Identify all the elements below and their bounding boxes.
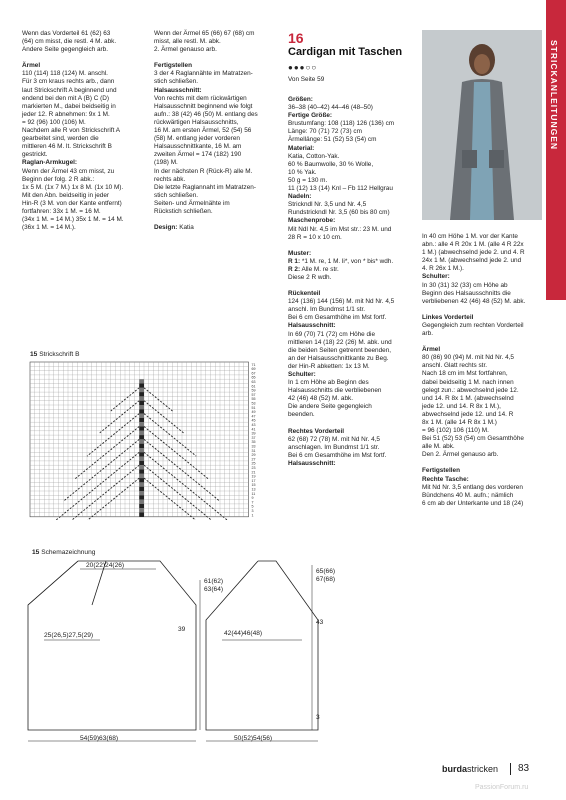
- row-number: 13: [251, 487, 256, 492]
- column-4: In 40 cm Höhe 1 M. vor der Kante abn.: alle 4 R 20x 1 M. (alle 4 R 22x 1 M.) (abwechselnd jede 2. und 4. R 24x 1 M. (abwechselnd jede 2. und 4. R 26x 1 M.). Schulter: In 30 (31) 32 (33) cm Höhe ab Beginn des Halsausschnitts die verbliebenen 42 (46) 48 (52) M. abk. Linkes Vorderteil Gegengleich zum rechten Vorderteil arb. Ärmel 80 (86) 90 (94) M. mit Nd Nr. 4,5 anschl. Glatt rechts str. Nach 18 cm im Mst fortfahren, dabei beidseitig 1 M. nach innen gelegt zun.: abwechselnd jede 12. und 14. R 8x 1 M. (abwechselnd jede 12. und 14. R 8x 1 M.), abwechselnd jede 12. und 14. R 8x 1 M. (alle 14 R 8x 1 M.) = 96 (102) 106 (110) M. Bei 51 (52) 53 (54) cm Gesamthöhe alle M. abk. Den 2. Ärmel genauso arb. Fertigstellen Rechte Tasche: Mit Nd Nr. 3,5 entlang des vorderen Bündchens 40 M. aufn.; nämlich 6 cm ab der Unterkante und 18 (24): [422, 233, 526, 507]
- measure-sleeve-length: 65(66) 67(68): [316, 568, 336, 583]
- pattern-number: 16: [288, 30, 304, 46]
- heading-halsausschnitt: Halsausschnitt:: [154, 86, 202, 94]
- row-number: 51: [251, 405, 256, 410]
- measure-shoulder: 61(62) 63(64): [204, 578, 224, 593]
- text-block: Von rechts mit dem rückwärtigen Halsausschnitt beginnend wie folgt aufn.: 38 (42) 46 (50) M. entlang des rückwärtigen Halsausschnitts, 16 M. am ersten Ärmel, 52 (54) 56 (58) M. entlang jeder vorderen Halsausschnittkante, 16 M. am zweiten Ärmel = 174 (182) 190 (198) M. In der nächsten R (Rück-R) alle M. rechts abk. Die letzte Raglannaht im Matratzen- stich schließen. Seiten- und Ärmelnähte im Rückstich schließen.: [154, 94, 258, 215]
- chart-cell: [139, 452, 144, 456]
- chart-cell: [139, 491, 144, 495]
- text-block: Wenn der Ärmel 65 (66) 67 (68) cm misst, alle restl. M. abk. 2. Ärmel genauso arb.: [154, 30, 255, 54]
- footer-brand: burdastricken: [442, 764, 499, 774]
- row-number: 31: [251, 448, 256, 453]
- row-number: 53: [251, 401, 256, 406]
- section-sidebar: [546, 0, 566, 300]
- chart-cell: [139, 427, 144, 431]
- chart-cell: [139, 422, 144, 426]
- row-number: 33: [251, 444, 256, 449]
- heading-aermel: Ärmel: [22, 62, 41, 70]
- chart-cell: [139, 504, 144, 508]
- row-number: 37: [251, 435, 256, 440]
- chart-cell: [139, 478, 144, 482]
- chart-cell: [139, 444, 144, 448]
- row-number: 19: [251, 474, 256, 479]
- measure-3: 3: [316, 714, 320, 721]
- row-number: 11: [251, 491, 256, 496]
- column-2: [154, 30, 282, 232]
- measure-39: 39: [178, 626, 186, 633]
- row-number: 27: [251, 457, 256, 462]
- row-number: 43: [251, 423, 256, 427]
- pattern-title: Cardigan mit Taschen: [288, 46, 403, 58]
- chart-cell: [139, 500, 144, 504]
- column-3: Größen: 36–38 (40–42) 44–46 (48–50) Fertige Größe: Brustumfang: 108 (118) 126 (136) cm Länge: 70 (71) 72 (73) cm Ärmellänge: 51 (52) 53 (54) cm Material: Katia, Cotton-Yak. 60 % Baumwolle, 30 % Wolle, 10 % Yak. 50 g = 130 m. 11 (12) 13 (14) Knl – Fb 112 Hellgrau Nadeln: Strickndl Nr. 3,5 und Nr. 4,5 Rundstrickndl Nr. 3,5 (60 bis 80 cm) Maschenprobe: Mit Ndl Nr. 4,5 im Mst str.: 23 M. und 28 R = 10 x 10 cm. Muster: R 1: *1 M. re, 1 M. li*, von * bis* wdh. R 2: Alle M. re str. Diese 2 R wdh. Rückenteil 124 (136) 144 (156) M. mit Nd Nr. 4,5 anschl. Im Bundmst 1/1 str. Bei 6 cm Gesamthöhe im Mst fortf. Halsausschnitt: In 69 (70) 71 (72) cm Höhe die mittleren 14 (18) 22 (26) M. abk. und die beiden Seiten getrennt beenden, an der Halsausschnittkante zu Beg. der Hin-R abketten: 1x 13 M. Schulter: In 1 cm Höhe ab Beginn des Halsausschnitts die verbliebenen 42 (46) 48 (52) M. abk. Die andere Seite gegengleich beenden. Rechtes Vorderteil 62 (68) 72 (78) M. mit Nd Nr. 4,5 anschlagen. Im Bundmst 1/1 str. Bei 6 cm Gesamthöhe im Mst fortf. Halsausschnitt:: [288, 96, 395, 467]
- chart-cell: [139, 435, 144, 439]
- row-number: 1: [251, 513, 254, 518]
- chart-caption: 15 Strickschrift B: [30, 351, 80, 358]
- chart-cell: [139, 396, 144, 400]
- footer-divider: [510, 763, 511, 775]
- row-number: 55: [251, 397, 256, 402]
- row-number: 21: [251, 470, 256, 475]
- chart-cell: [139, 448, 144, 452]
- difficulty-rating: ●●●○○: [288, 63, 318, 72]
- chart-cell: [139, 508, 144, 512]
- row-number: 61: [251, 384, 256, 389]
- design-credit: Design: Katia: [154, 224, 194, 232]
- row-number: 41: [251, 427, 256, 432]
- page-number: 83: [518, 763, 530, 774]
- measure-sleeve-bottom: 50(52)54(56): [234, 735, 273, 742]
- row-number: 29: [251, 453, 256, 458]
- row-number: 71: [251, 362, 256, 367]
- schematic-drawing: [0, 545, 340, 755]
- chart-cell: [139, 388, 144, 392]
- watermark: PassionForum.ru: [475, 784, 529, 791]
- chart-cell: [139, 457, 144, 461]
- row-number: 3: [251, 509, 254, 513]
- text-block: 3 der 4 Raglannähte im Matratzen- stich schließen.: [154, 70, 253, 86]
- schema-caption: 15 Schemazeichnung: [32, 549, 96, 556]
- row-number: 59: [251, 388, 256, 393]
- row-number: 23: [251, 466, 256, 470]
- model-photo: [422, 30, 542, 220]
- chart-cell: [139, 418, 144, 422]
- knitting-chart: [28, 360, 288, 520]
- row-number: 9: [251, 496, 254, 501]
- chart-cell: [139, 401, 144, 405]
- chart-cell: [139, 409, 144, 413]
- row-number: 17: [251, 478, 256, 483]
- row-number: 47: [251, 414, 256, 419]
- heading-fertigstellen: Fertigstellen: [154, 62, 192, 70]
- text-block: Wenn das Vorderteil 61 (62) 63 (64) cm misst, die restl. 4 M. abk. Andere Seite gegengleich arb.: [22, 30, 117, 54]
- row-number: 69: [251, 367, 256, 372]
- row-number: 25: [251, 461, 256, 466]
- row-number: 15: [251, 483, 256, 488]
- chart-cell: [139, 461, 144, 465]
- measure-bottom-left: 54(59)63(68): [80, 735, 119, 742]
- row-number: 35: [251, 440, 256, 445]
- see-page: Von Seite 59: [288, 76, 325, 83]
- measure-43: 43: [316, 619, 324, 626]
- row-number: 49: [251, 410, 256, 415]
- text-block: Wenn der Ärmel 43 cm misst, zu Beginn der folg. 2 R abk.: 1x 5 M. (1x 7 M.) 1x 8 M. (1x 10 M). Mit den Abn. beidseitig in jeder Hin-R (3 M. von der Kante entfernt) fortfahren: 33x 1 M. = 16 M. (34x 1 M. = 14 M.) 35x 1 M. = 14 M. (36x 1 M. = 14 M.).: [22, 167, 124, 232]
- text-block: 110 (114) 118 (124) M. anschl. Für 3 cm kraus rechts arb., dann laut Strickschrift A beginnend und endend bei den mit A (B) C (D) markierten M., dabei beidseitig in jeder 12. R abnehmen: 9x 1 M. = 92 (96) 100 (106) M. Nachdem alle R von Strickschrift A gearbeitet sind, werden die mittleren 46 M. lt. Strickschrift B gestrickt.: [22, 70, 121, 159]
- row-number: 63: [251, 380, 256, 384]
- chart-cell: [139, 474, 144, 478]
- measure-armhole: 25(26,5)27,5(29): [44, 632, 94, 639]
- chart-cell: [139, 414, 144, 418]
- heading-raglan: Raglan-Armkugel:: [22, 159, 78, 167]
- measure-sleeve-mid: 42(44)46(48): [224, 630, 263, 637]
- chart-cell: [139, 405, 144, 409]
- chart-cell: [139, 513, 144, 517]
- sidebar-label: STRICKANLEITUNGEN: [549, 40, 559, 151]
- chart-cell: [139, 439, 144, 443]
- chart-cell: [139, 379, 144, 383]
- chart-cell: [139, 431, 144, 435]
- row-number: 45: [251, 418, 256, 423]
- chart-cell: [139, 495, 144, 499]
- chart-cell: [139, 487, 144, 491]
- row-number: 67: [251, 371, 256, 376]
- chart-cell: [139, 482, 144, 486]
- row-number: 65: [251, 375, 256, 380]
- row-number: 57: [251, 392, 256, 397]
- chart-cell: [139, 470, 144, 474]
- column-1: [22, 30, 147, 232]
- chart-cell: [139, 392, 144, 396]
- row-number: 39: [251, 431, 256, 436]
- measure-top: 20(22)24(26): [86, 562, 125, 569]
- row-number: 5: [251, 504, 254, 509]
- chart-cell: [139, 465, 144, 469]
- row-number: 7: [251, 500, 254, 505]
- chart-cell: [139, 384, 144, 388]
